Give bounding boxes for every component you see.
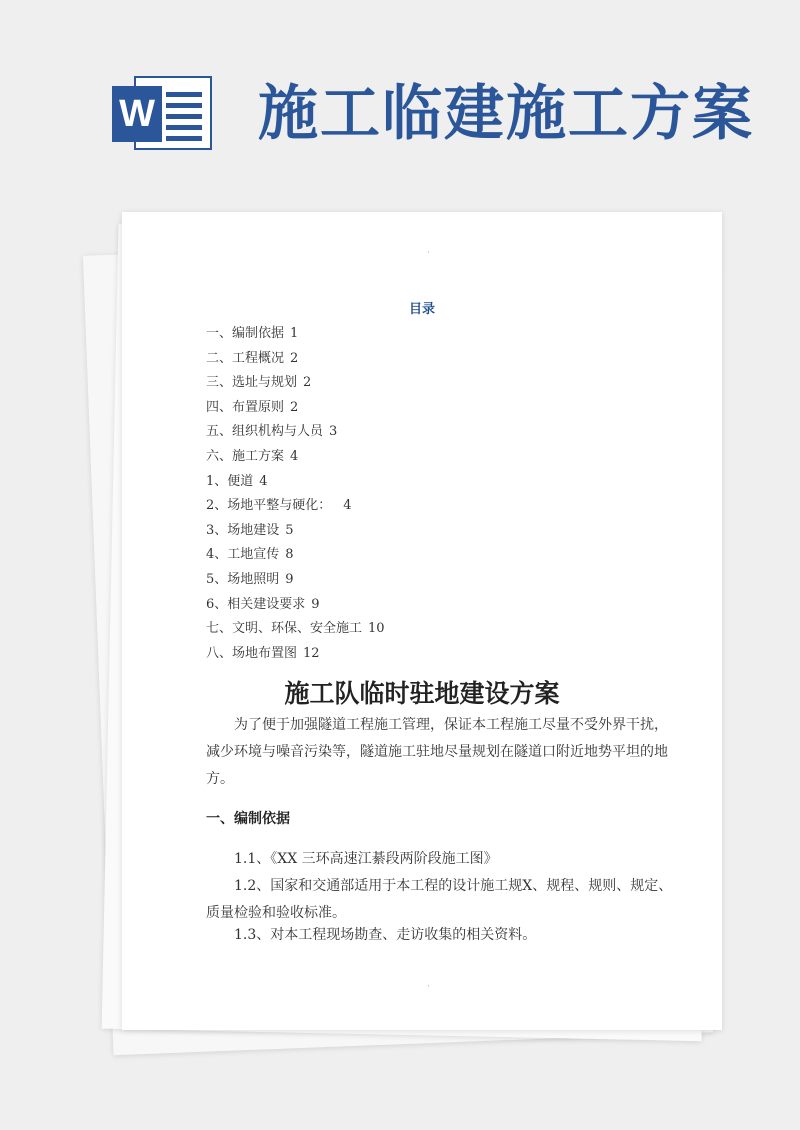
basis-item: 1.1、《XX 三环高速江綦段两阶段施工图》 bbox=[234, 851, 498, 867]
word-logo bbox=[112, 70, 216, 154]
word-icon: W bbox=[112, 86, 162, 142]
toc-item[interactable]: 一、编制依据 1 bbox=[206, 326, 299, 341]
toc-title: 目录 bbox=[408, 302, 435, 317]
toc-item[interactable]: 1、便道 4 bbox=[206, 473, 268, 489]
toc-item[interactable]: 七、文明、环保、安全施工 10 bbox=[206, 621, 385, 637]
page-mark-bottom: · bbox=[427, 982, 430, 992]
document-page bbox=[122, 212, 722, 1030]
table-of-contents bbox=[206, 322, 385, 666]
toc-item[interactable]: 6、相关建设要求 9 bbox=[206, 596, 320, 612]
toc-item[interactable]: 八、场地布置图 12 bbox=[206, 645, 320, 661]
section-heading: 一、编制依据 bbox=[206, 811, 290, 827]
header-title: 施工临建施工方案 bbox=[258, 79, 754, 149]
toc-item[interactable]: 六、施工方案 4 bbox=[206, 448, 299, 464]
toc-item[interactable]: 2、场地平整与硬化： 4 bbox=[206, 498, 352, 514]
toc-item[interactable]: 三、选址与规划 2 bbox=[206, 375, 312, 391]
toc-item[interactable]: 4、工地宣传 8 bbox=[206, 547, 294, 563]
toc-item[interactable]: 3、场地建设 5 bbox=[206, 522, 294, 538]
intro-paragraph: 为了便于加强隧道工程施工管理，保证本工程施工尽量不受外界干扰，减少环境与噪音污染等，隧道施工驻地尽量规划在隧道口附近地势平坦的地方。 bbox=[206, 717, 668, 787]
toc-item[interactable]: 五、组织机构与人员 3 bbox=[206, 424, 338, 440]
toc-item[interactable]: 二、工程概况 2 bbox=[206, 350, 299, 366]
basis-item: 1.3、对本工程现场勘查、走访收集的相关资料。 bbox=[234, 927, 537, 943]
toc-item[interactable]: 四、布置原则 2 bbox=[206, 399, 299, 415]
page-mark-top: · bbox=[427, 248, 430, 258]
document-title: 施工队临时驻地建设方案 bbox=[284, 679, 560, 708]
toc-item[interactable]: 5、场地照明 9 bbox=[206, 571, 294, 587]
basis-item: 1.2、国家和交通部适用于本工程的设计施工规X、规程、规则、规定、质量检验和验收标准。 bbox=[206, 878, 673, 921]
